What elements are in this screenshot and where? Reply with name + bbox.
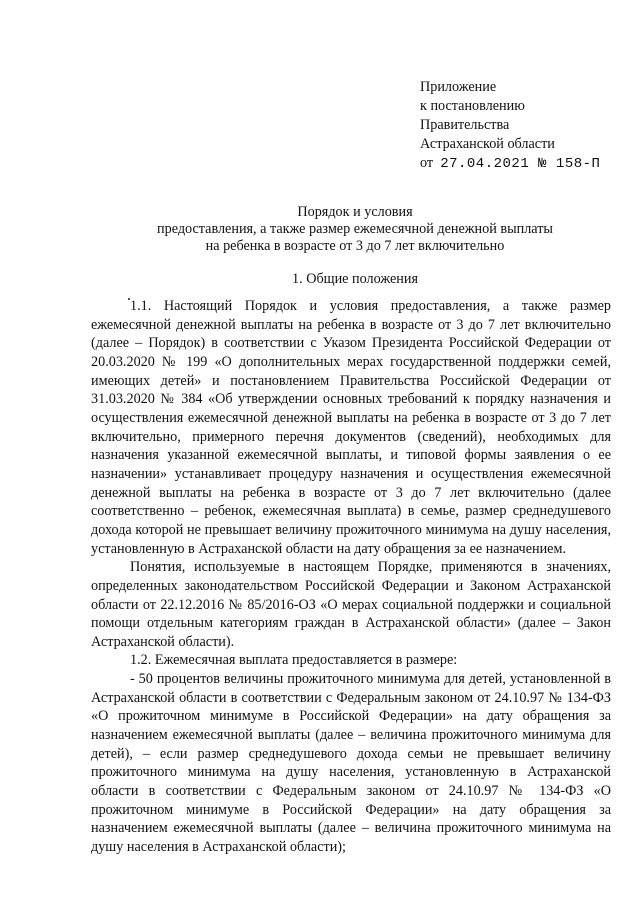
appendix-line-3: Правительства: [420, 117, 510, 133]
date-value: 27.04.2021 № 158-П: [440, 156, 601, 172]
section-heading: 1. Общие положения: [292, 271, 418, 287]
appendix-block: [420, 78, 600, 174]
title-line-3: на ребенка в возрасте от 3 до 7 лет включительно: [205, 238, 505, 254]
paragraph: 1.2. Ежемесячная выплата предоставляется в размере:: [130, 652, 458, 669]
title-line-2: предоставления, а также размер ежемесячной денежной выплаты: [157, 221, 553, 237]
section-body: [91, 297, 611, 857]
date-prefix: от: [420, 155, 434, 171]
appendix-line-4: Астраханской области: [420, 136, 555, 152]
appendix-line-2: к постановлению: [420, 98, 525, 114]
document-title: [90, 204, 620, 255]
appendix-date-line: [420, 154, 600, 174]
appendix-line-1: Приложение: [420, 79, 497, 95]
paragraph: - 50 процентов величины прожиточного минимума для детей, установленной в Астраханской области в соответствии с Федеральным законом от 24.10.97 № 134-ФЗ «О прожиточном минимуме в Российской Федерации» на дату обращения за назначением ежемесячной выплаты (далее – величина прожиточного минимума для детей), – если размер среднедушевого дохода семьи не превышает величину прожиточного минимума на душу населения, установленную в Астраханской области в соответствии с Федеральным законом от 24.10.97 № 134-ФЗ «О прожиточном минимуме в Российской Федерации» на дату обращения за назначением ежемесячной выплаты (далее – величина прожиточного минимума на душу населения в Астраханской области);: [91, 671, 611, 856]
paragraph: 1.1. Настоящий Порядок и условия предоставления, а также размер ежемесячной денежной выплаты на ребенка в возрасте от 3 до 7 лет включительно (далее – Порядок) в соответствии с Указом Президента Российской Федерации от 20.03.2020 № 199 «О дополнительных мерах государственной поддержки семей, имеющих детей» и постановлением Правительства Российской Федерации от 31.03.2020 № 384 «Об утверждении основных требований к порядку назначения и осуществления ежемесячной денежной выплаты на ребенка в возрасте от 3 до 7 лет включительно, примерного перечня документов (сведений), необходимых для назначения указанной ежемесячной выплаты, и типовой формы заявления о ее назначении» устанавливает процедуру назначения и осуществления ежемесячной денежной выплаты на ребенка в возрасте от 3 до 7 лет включительно (далее соответственно – ребенок, ежемесячная выплата) в семье, размер среднедушевого дохода которой не превышает величину прожиточного минимума на душу населения, установленную в Астраханской области на дату обращения за ее назначением.: [91, 298, 611, 557]
title-line-1: Порядок и условия: [297, 204, 413, 220]
paragraph: Понятия, используемые в настоящем Порядке, применяются в значениях, определенных законодательством Российской Федерации и Законом Астраханской области от 22.12.2016 № 85/2016-ОЗ «О мерах социальной поддержки и социальной помощи отдельным категориям граждан в Астраханской области» (далее – Закон Астраханской области).: [91, 559, 611, 650]
